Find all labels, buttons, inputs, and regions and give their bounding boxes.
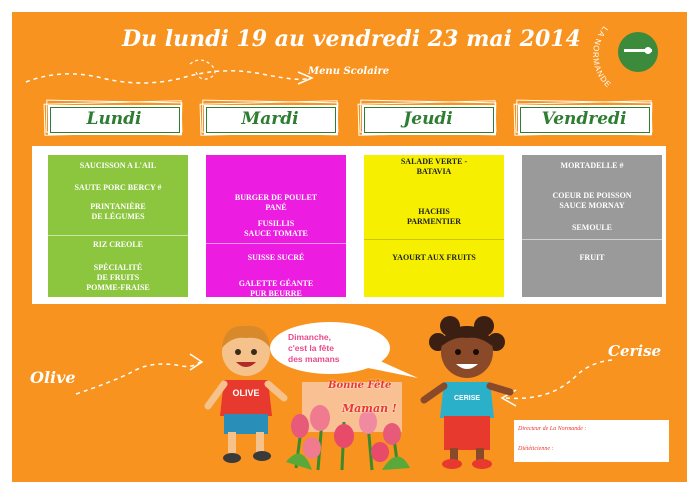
menu-item: COEUR DE POISSON SAUCE MORNAY <box>552 191 632 210</box>
menu-item: FUSILLIS SAUCE TOMATE <box>244 219 308 238</box>
card-greeting-line2: Maman ! <box>342 402 397 415</box>
girl-shirt-text: CERISE <box>453 395 481 402</box>
menu-item: GALETTE GÉANTE PUR BEURRE <box>238 279 314 298</box>
menu-item: RIZ CREOLE <box>92 240 143 249</box>
menu-item: SAUTE PORC BERCY # <box>74 183 162 192</box>
menu-column-mardi <box>206 155 346 297</box>
logo-text: LA NORMANDE <box>591 24 614 90</box>
tulip-bouquet-illustration <box>282 382 412 472</box>
day-label: Mardi <box>241 109 299 129</box>
menu-item: FRUIT <box>579 253 605 262</box>
girl-character <box>410 312 520 472</box>
menu-column-jeudi <box>364 155 504 297</box>
day-label: Lundi <box>86 109 142 129</box>
signature-box <box>514 420 669 462</box>
menu-subtitle: Menu Scolaire <box>308 66 390 77</box>
day-label: Jeudi <box>403 109 453 129</box>
speech-bubble <box>268 320 392 376</box>
character-name-olive: Olive <box>30 368 76 387</box>
dashed-arrow-decoration <box>22 56 322 96</box>
la-normande-logo <box>590 20 682 100</box>
dietitian-signature-label: Diététicienne : <box>518 446 554 452</box>
menu-item: SUISSE SUCRÉ <box>247 253 305 262</box>
menu-column-vendredi <box>522 155 662 297</box>
menu-item: YAOURT AUX FRUITS <box>392 253 476 262</box>
dashed-arrow-left <box>72 342 212 402</box>
svg-text:LA NORMANDE <box>591 25 613 90</box>
day-header-jeudi <box>358 100 498 136</box>
menu-item: PRINTANIÈRE DE LÉGUMES <box>90 202 146 221</box>
menu-item: SALADE VERTE - BATAVIA <box>400 157 468 176</box>
boy-shirt-text: OLIVE <box>232 388 260 398</box>
day-header-vendredi <box>514 100 654 136</box>
day-header-lundi <box>44 100 184 136</box>
menu-item: HACHIS PARMENTIER <box>406 207 462 226</box>
card-greeting-line1: Bonne Fête <box>328 380 392 391</box>
character-name-cerise: Cerise <box>608 342 662 360</box>
menu-item: SAUCISSON A L'AIL <box>79 161 157 170</box>
menu-board <box>32 146 666 304</box>
page-title: Du lundi 19 au vendredi 23 mai 2014 <box>122 26 581 52</box>
day-header-mardi <box>200 100 340 136</box>
menu-item: SPÉCIALITÉ DE FRUITS POMME-FRAISE <box>86 263 150 292</box>
menu-poster <box>12 12 687 482</box>
menu-item: BURGER DE POULET PANÉ <box>234 193 318 212</box>
menu-column-lundi <box>48 155 188 297</box>
logo-graphic <box>590 20 682 100</box>
menu-item: MORTADELLE # <box>560 161 624 170</box>
director-signature-label: Directeur de La Normande : <box>518 426 587 432</box>
menu-item: SEMOULE <box>571 223 612 232</box>
speech-text: Dimanche, c'est la fête des mamans <box>288 332 340 364</box>
day-label: Vendredi <box>541 109 627 129</box>
